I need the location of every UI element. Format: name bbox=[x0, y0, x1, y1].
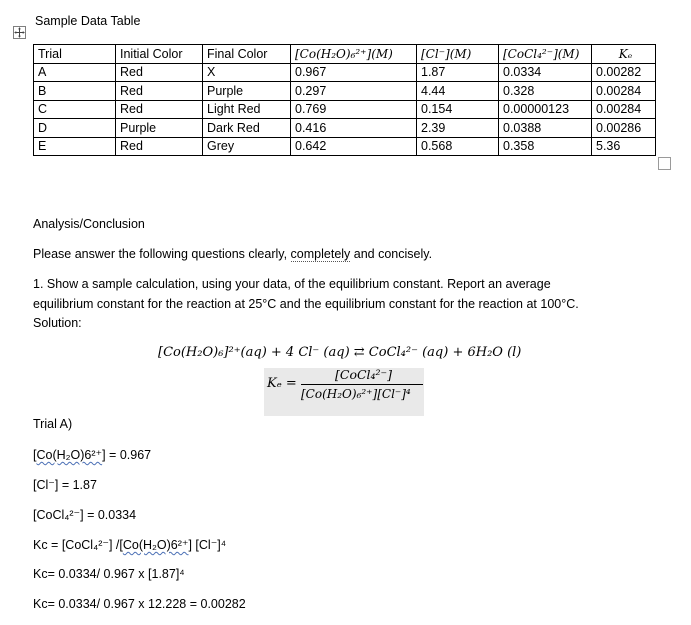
table-cell: Dark Red bbox=[203, 119, 291, 138]
table-cell: 0.297 bbox=[291, 82, 417, 101]
table-cell: 0.0334 bbox=[499, 63, 592, 82]
table-resize-handle[interactable] bbox=[658, 157, 671, 170]
table-cell: 0.00286 bbox=[592, 119, 656, 138]
reaction-equation: [Co(H₂O)₆]²⁺(aq) + 4 Cl⁻ (aq) ⇄ CoCl₄²⁻ (aq) + 6H₂O (l) bbox=[158, 345, 522, 360]
cocl4-concentration-line: [CoCl₄²⁻] = 0.0334 bbox=[33, 508, 137, 522]
question-line-2: equilibrium constant for the reaction at 25°C and the equilibrium constant for the reaction at 100°C. bbox=[33, 297, 579, 311]
table-cell: 0.0388 bbox=[499, 119, 592, 138]
table-cell: 0.967 bbox=[291, 63, 417, 82]
kc-lhs: Kₑ = bbox=[267, 376, 297, 391]
table-cell: 0.154 bbox=[417, 100, 499, 119]
table-cell: 0.416 bbox=[291, 119, 417, 138]
table-cell: X bbox=[203, 63, 291, 82]
table-row bbox=[34, 63, 656, 82]
table-row bbox=[34, 137, 656, 156]
table-cell: 1.87 bbox=[417, 63, 499, 82]
table-cell: Light Red bbox=[203, 100, 291, 119]
header-final-color: Final Color bbox=[203, 45, 291, 64]
table-cell: Grey bbox=[203, 137, 291, 156]
co-value: ] = 0.967 bbox=[102, 448, 152, 462]
table-cell: 0.328 bbox=[499, 82, 592, 101]
instruction-after: and concisely. bbox=[350, 247, 433, 261]
table-cell: Purple bbox=[116, 119, 203, 138]
trial-heading: Trial A) bbox=[33, 417, 73, 431]
table-cell: 0.358 bbox=[499, 137, 592, 156]
kc-step-2: Kc= 0.0334/ 0.967 x 12.228 = 0.00282 bbox=[33, 597, 246, 611]
table-move-handle[interactable] bbox=[13, 26, 26, 39]
table-cell: Red bbox=[116, 100, 203, 119]
table-row bbox=[34, 100, 656, 119]
table-header-row bbox=[34, 45, 656, 64]
header-cocl4-concentration: [CoCl₄²⁻](M) bbox=[499, 45, 592, 64]
table-cell: Red bbox=[116, 137, 203, 156]
table-cell: 2.39 bbox=[417, 119, 499, 138]
table-row bbox=[34, 82, 656, 101]
kc-numerator: [CoCl₄²⁻] bbox=[335, 367, 393, 382]
co-label: Co(H₂O)6²⁺ bbox=[36, 448, 103, 462]
table-cell: Red bbox=[116, 63, 203, 82]
instruction-text bbox=[33, 247, 432, 261]
table-cell: 0.769 bbox=[291, 100, 417, 119]
kc-formula-end: ] [Cl⁻]⁴ bbox=[188, 538, 227, 552]
cl-concentration-line: [Cl⁻] = 1.87 bbox=[33, 478, 97, 492]
table-cell: E bbox=[34, 137, 116, 156]
table-cell: 5.36 bbox=[592, 137, 656, 156]
instruction-underlined: completely bbox=[290, 247, 351, 261]
fraction-bar bbox=[301, 384, 423, 385]
table-cell: A bbox=[34, 63, 116, 82]
header-trial: Trial bbox=[34, 45, 116, 64]
kc-formula-start: Kc = [CoCl₄²⁻] /[ bbox=[33, 538, 123, 552]
header-initial-color: Initial Color bbox=[116, 45, 203, 64]
table-cell: 0.00000123 bbox=[499, 100, 592, 119]
table-cell: 0.00284 bbox=[592, 100, 656, 119]
instruction-before: Please answer the following questions clearly, bbox=[33, 247, 291, 261]
sample-data-table bbox=[33, 44, 656, 156]
question-line-1: 1. Show a sample calculation, using your data, of the equilibrium constant. Report an average bbox=[33, 277, 551, 291]
table-cell: Purple bbox=[203, 82, 291, 101]
kc-denominator: [Co(H₂O)₆²⁺][Cl⁻]⁴ bbox=[301, 387, 411, 401]
kc-formula-co: Co(H₂O)6²⁺ bbox=[122, 538, 189, 552]
table-cell: D bbox=[34, 119, 116, 138]
table-cell: 0.642 bbox=[291, 137, 417, 156]
table-cell: 0.568 bbox=[417, 137, 499, 156]
table-cell: 4.44 bbox=[417, 82, 499, 101]
analysis-heading: Analysis/Conclusion bbox=[33, 217, 145, 231]
co-concentration-line: [Co(H₂O)6²⁺] = 0.967 bbox=[33, 448, 152, 462]
table-row bbox=[34, 119, 656, 138]
kc-step-1: Kc= 0.0334/ 0.967 x [1.87]⁴ bbox=[33, 567, 185, 581]
move-arrows-icon bbox=[14, 27, 25, 38]
question-line-3: Solution: bbox=[33, 316, 82, 330]
header-kc: Kₑ bbox=[592, 45, 656, 64]
kc-formula-line bbox=[33, 537, 226, 552]
header-cl-concentration: [Cl⁻](M) bbox=[417, 45, 499, 64]
table-cell: 0.00282 bbox=[592, 63, 656, 82]
table-cell: 0.00284 bbox=[592, 82, 656, 101]
table-cell: Red bbox=[116, 82, 203, 101]
header-co-concentration: [Co(H₂O)₆²⁺](M) bbox=[291, 45, 417, 64]
table-cell: C bbox=[34, 100, 116, 119]
table-caption: Sample Data Table bbox=[35, 14, 141, 28]
table-cell: B bbox=[34, 82, 116, 101]
